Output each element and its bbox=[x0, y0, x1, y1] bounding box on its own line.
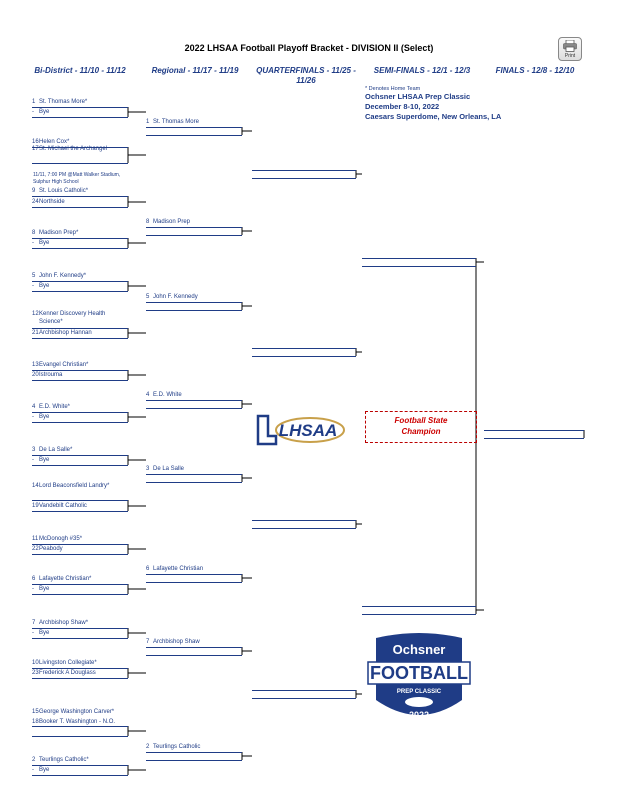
team-name: Evangel Christian* bbox=[39, 362, 89, 368]
team-name: Teurlings Catholic* bbox=[39, 757, 89, 763]
team-seed: 16 bbox=[32, 139, 39, 145]
event-name: Ochsner LHSAA Prep Classic bbox=[365, 92, 471, 101]
team-seed: - bbox=[32, 630, 34, 636]
home-team-note: * Denotes Home Team bbox=[365, 86, 421, 92]
ochsner-title-text: FOOTBALL bbox=[370, 663, 468, 683]
team-name: McDonogh #35* bbox=[39, 536, 83, 542]
team-name: Bye bbox=[39, 283, 50, 289]
team-slot bbox=[32, 544, 128, 555]
team-seed: - bbox=[32, 457, 34, 463]
team-seed: 23 bbox=[32, 670, 39, 676]
team-name: John F. Kennedy bbox=[153, 294, 198, 300]
team-name: Bye bbox=[39, 767, 50, 773]
team-name: Bye bbox=[39, 414, 50, 420]
team-seed: 18 bbox=[32, 719, 39, 725]
ochsner-prep-classic-logo bbox=[366, 630, 472, 730]
team-name: St. Thomas More* bbox=[39, 99, 88, 105]
team-seed: 22 bbox=[32, 546, 39, 552]
team-name: Northside bbox=[39, 199, 65, 205]
team-slot bbox=[32, 328, 128, 339]
team-slot bbox=[484, 428, 584, 439]
page-title: 2022 LHSAA Football Playoff Bracket - DIVISION II (Select) bbox=[184, 43, 434, 53]
team-name: Lord Beaconsfield Landry* bbox=[39, 483, 110, 489]
team-seed: - bbox=[32, 586, 34, 592]
event-dates: December 8-10, 2022 bbox=[365, 102, 440, 111]
team-seed: - bbox=[32, 240, 34, 246]
team-seed: 14 bbox=[32, 483, 39, 489]
team-slot bbox=[146, 300, 242, 311]
team-slot bbox=[146, 125, 242, 136]
team-seed: 5 bbox=[32, 273, 36, 279]
team-slot bbox=[32, 238, 128, 249]
team-seed: 20 bbox=[32, 372, 39, 378]
team-seed: 4 bbox=[32, 404, 36, 410]
print-label: Print bbox=[564, 53, 576, 59]
team-seed: 8 bbox=[32, 230, 36, 236]
team-seed: 2 bbox=[146, 744, 150, 750]
team-slot bbox=[32, 501, 128, 512]
round-header-bidistrict: Bi-District - 11/10 - 11/12 bbox=[34, 66, 126, 75]
team-name: Archbishop Shaw bbox=[153, 639, 200, 645]
team-slot bbox=[32, 765, 128, 776]
team-seed: - bbox=[32, 767, 34, 773]
ochsner-logo-graphic bbox=[366, 630, 472, 730]
team-seed: 6 bbox=[32, 576, 36, 582]
team-slot bbox=[32, 145, 128, 164]
team-slot bbox=[146, 472, 242, 483]
team-name: Vandebilt Catholic bbox=[39, 503, 87, 509]
team-name: Bye bbox=[39, 586, 50, 592]
team-slot bbox=[32, 412, 128, 423]
team-slot bbox=[32, 455, 128, 466]
team-seed: 1 bbox=[146, 119, 150, 125]
ochsner-sub-text: PREP CLASSIC bbox=[396, 689, 442, 695]
team-slot bbox=[252, 688, 356, 699]
team-name: Booker T. Washington - N.O. bbox=[39, 719, 116, 725]
round-header-finals: FINALS - 12/8 - 12/10 bbox=[495, 66, 575, 75]
team-slot bbox=[32, 281, 128, 292]
round-header-semifinals: SEMI-FINALS - 12/1 - 12/3 bbox=[373, 66, 471, 75]
team-slot bbox=[32, 628, 128, 639]
team-name: E.D. White* bbox=[39, 404, 71, 410]
team-seed: 7 bbox=[32, 620, 36, 626]
team-slot bbox=[252, 346, 356, 357]
team-name: Frederick A Douglass bbox=[39, 670, 96, 676]
team-name: Helen Cox* bbox=[39, 139, 70, 145]
team-seed: 5 bbox=[146, 294, 150, 300]
team-slot bbox=[32, 584, 128, 595]
team-seed: 6 bbox=[146, 566, 150, 572]
team-seed: 9 bbox=[32, 188, 36, 194]
team-name: E.D. White bbox=[153, 392, 182, 398]
team-name: De La Salle bbox=[153, 466, 185, 472]
team-slot bbox=[252, 168, 356, 179]
team-name: Archbishop Shaw* bbox=[39, 620, 89, 626]
round-header-regional: Regional - 11/17 - 11/19 bbox=[151, 66, 239, 75]
team-seed: 2 bbox=[32, 757, 36, 763]
lhsaa-logo-text: LHSAA bbox=[278, 421, 338, 440]
team-seed: 12 bbox=[32, 311, 39, 317]
team-seed: 3 bbox=[32, 447, 36, 453]
team-seed: 17 bbox=[32, 146, 39, 152]
team-seed: 4 bbox=[146, 392, 150, 398]
team-seed: 10 bbox=[32, 660, 39, 666]
team-seed: 8 bbox=[146, 219, 150, 225]
team-slot bbox=[362, 604, 476, 615]
team-name: Livingston Collegiate* bbox=[39, 660, 97, 666]
team-seed: 7 bbox=[146, 639, 150, 645]
team-seed: - bbox=[32, 283, 34, 289]
team-seed: 19 bbox=[32, 503, 39, 509]
team-name: Bye bbox=[39, 630, 50, 636]
team-name: St. Thomas More bbox=[153, 119, 199, 125]
champion-label-line1: Football State bbox=[394, 416, 448, 425]
team-slot bbox=[32, 718, 128, 737]
team-seed: 15 bbox=[32, 709, 39, 715]
team-seed: - bbox=[32, 109, 34, 115]
team-name: Archbishop Hannan bbox=[39, 330, 92, 336]
team-seed: 24 bbox=[32, 199, 39, 205]
team-slot bbox=[32, 197, 128, 208]
team-slot bbox=[32, 482, 128, 501]
ochsner-brand-text: Ochsner bbox=[392, 642, 446, 657]
team-name: De La Salle* bbox=[39, 447, 73, 453]
team-seed: 21 bbox=[32, 330, 39, 336]
lhsaa-logo-graphic bbox=[254, 412, 346, 448]
team-name: Bye bbox=[39, 457, 50, 463]
team-name: Teurlings Catholic bbox=[153, 744, 201, 750]
lhsaa-logo bbox=[254, 412, 346, 448]
champion-label-line2: Champion bbox=[401, 427, 441, 436]
team-slot bbox=[32, 310, 128, 329]
event-venue: Caesars Superdome, New Orleans, LA bbox=[365, 112, 502, 121]
team-seed: 1 bbox=[32, 99, 36, 105]
team-slot bbox=[252, 518, 356, 529]
champion-box bbox=[365, 411, 477, 443]
team-slot bbox=[32, 370, 128, 381]
game-note: 11/11, 7:00 PM @Matt Walker Stadium, Sulphur High School bbox=[33, 172, 121, 185]
team-seed: - bbox=[32, 414, 34, 420]
team-name: Kenner Discovery Health Science* bbox=[39, 311, 106, 325]
team-name: Lafayette Christian* bbox=[39, 576, 92, 582]
team-slot bbox=[146, 572, 242, 583]
team-slot bbox=[146, 398, 242, 409]
round-header-quarterfinals: QUARTERFINALS - 11/25 - 11/26 bbox=[256, 66, 356, 85]
team-name: Bye bbox=[39, 109, 50, 115]
team-slot bbox=[146, 750, 242, 761]
team-slot bbox=[362, 256, 476, 267]
team-seed: 3 bbox=[146, 466, 150, 472]
team-seed: 13 bbox=[32, 362, 39, 368]
team-slot bbox=[32, 668, 128, 679]
team-seed: 11 bbox=[32, 536, 39, 542]
team-name: Lafayette Christian bbox=[153, 566, 204, 572]
team-name: Madison Prep* bbox=[39, 230, 79, 236]
ochsner-year-text: 2022 bbox=[408, 710, 430, 720]
team-slot bbox=[32, 186, 128, 197]
team-slot bbox=[146, 225, 242, 236]
team-name: St. Michael the Archangel bbox=[39, 146, 108, 152]
team-name: St. Louis Catholic* bbox=[39, 188, 89, 194]
team-name: Madison Prep bbox=[153, 219, 191, 225]
team-slot bbox=[146, 645, 242, 656]
team-name: George Washington Carver* bbox=[39, 709, 115, 715]
team-name: John F. Kennedy* bbox=[39, 273, 87, 279]
team-slot bbox=[32, 107, 128, 118]
team-name: Peabody bbox=[39, 546, 63, 552]
team-name: Istrouma bbox=[39, 372, 63, 378]
team-name: Bye bbox=[39, 240, 50, 246]
